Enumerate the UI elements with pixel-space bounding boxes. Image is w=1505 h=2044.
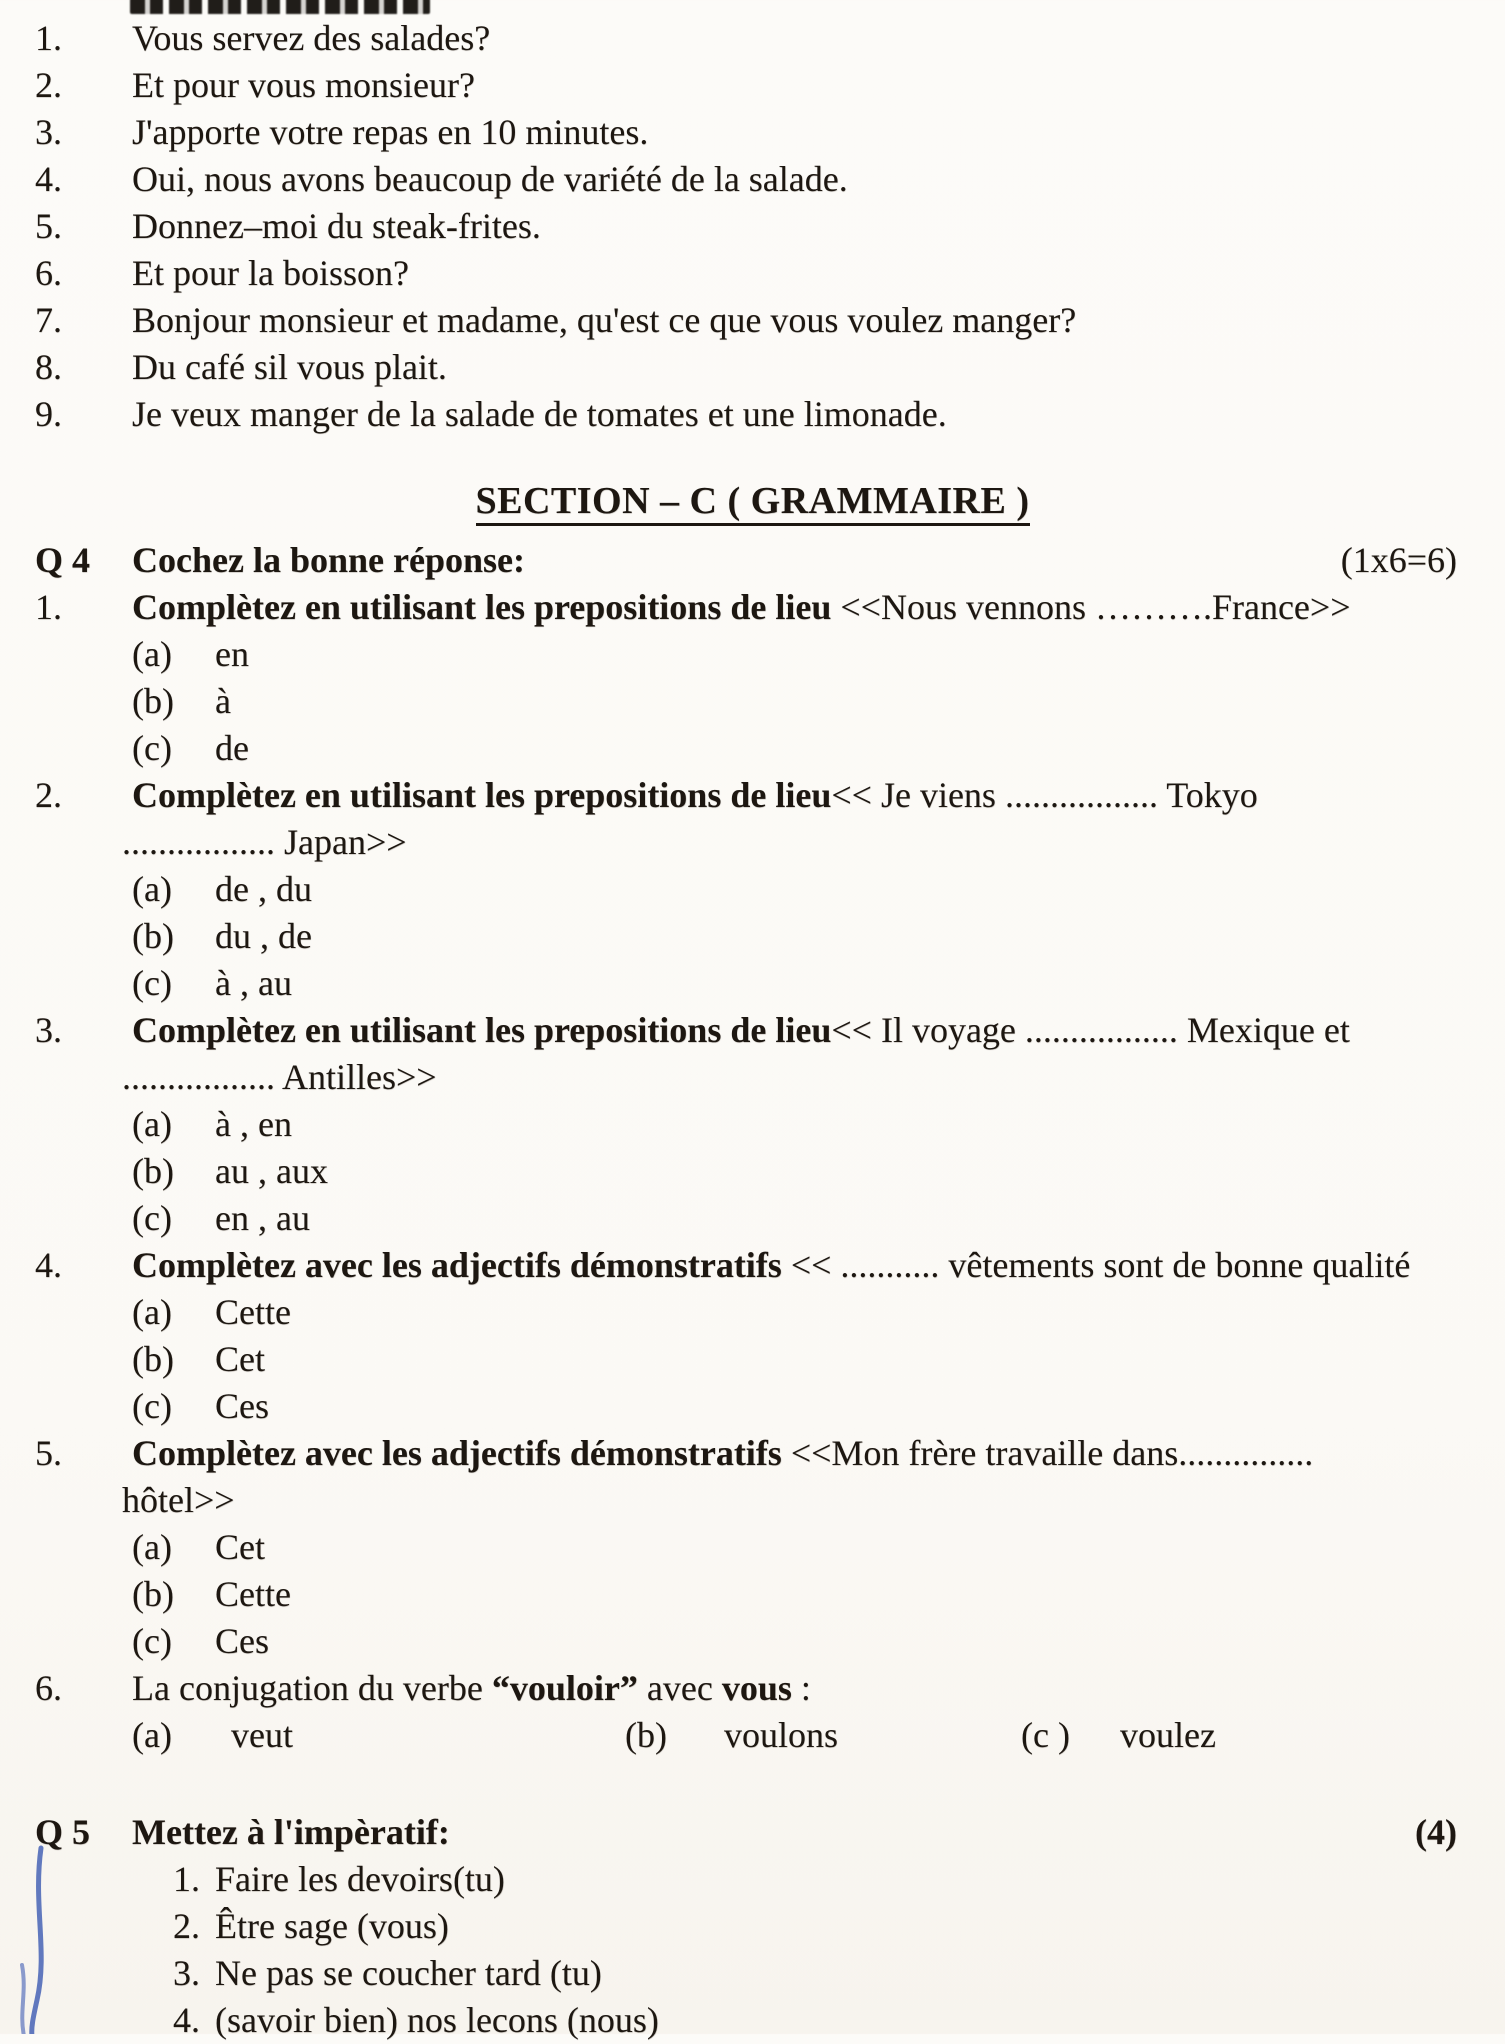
option-row <box>0 678 1505 725</box>
question-stem-row <box>0 1242 1505 1289</box>
q5-label: Q 5 <box>35 1812 91 1852</box>
dialogue-list <box>0 0 1505 438</box>
option-row <box>0 1618 1505 1665</box>
list-item <box>0 1903 1505 1950</box>
option-row <box>0 1148 1505 1195</box>
option-key: (a) <box>132 869 172 909</box>
dialogue-text: Bonjour monsieur et madame, qu'est ce que vous voulez manger? <box>132 300 1077 340</box>
question-number: 1. <box>35 587 62 627</box>
question-item <box>0 772 1505 1007</box>
option-key: (b) <box>132 1574 174 1614</box>
dialogue-text: Et pour vous monsieur? <box>132 65 475 105</box>
option-key: (b) <box>132 916 174 956</box>
option-inline <box>625 1712 1021 1759</box>
question-stem: Complètez en utilisant les prepositions de lieu <<Nous vennons ……….France>> <box>132 587 1351 627</box>
option-text: Cette <box>215 1574 291 1614</box>
dialogue-number: 5. <box>35 206 62 246</box>
option-text: en <box>215 634 249 674</box>
option-text: à <box>215 681 231 721</box>
list-item-text: Être sage (vous) <box>215 1906 449 1946</box>
list-item-number: 3. <box>173 1953 200 1993</box>
option-row <box>0 913 1505 960</box>
section-heading: SECTION – C ( GRAMMAIRE ) <box>476 480 1030 526</box>
option-key: (a) <box>132 1527 172 1567</box>
question-stem: Complètez en utilisant les prepositions de lieu<< Je viens ................. Tokyo <box>132 775 1258 815</box>
dialogue-number: 2. <box>35 65 62 105</box>
option-row <box>0 631 1505 678</box>
q4-marks: (1x6=6) <box>1340 540 1457 580</box>
dialogue-number: 3. <box>35 112 62 152</box>
option-row <box>0 1571 1505 1618</box>
dialogue-item <box>0 62 1505 109</box>
q4-label: Q 4 <box>35 540 91 580</box>
dialogue-text: Oui, nous avons beaucoup de variété de la salade. <box>132 159 848 199</box>
question-item <box>0 584 1505 772</box>
dialogue-number: 4. <box>35 159 62 199</box>
option-key: (c ) <box>1021 1715 1070 1755</box>
question-item <box>0 1430 1505 1665</box>
question-stem-row <box>0 1430 1505 1477</box>
option-key: (a) <box>132 634 172 674</box>
option-text: de <box>215 728 249 768</box>
dialogue-item <box>0 156 1505 203</box>
dialogue-item <box>0 297 1505 344</box>
option-text: à , en <box>215 1104 292 1144</box>
option-row <box>0 1524 1505 1571</box>
option-text: Ces <box>215 1621 269 1661</box>
dialogue-item <box>0 109 1505 156</box>
option-text: de , du <box>215 869 312 909</box>
q5-marks: (4) <box>1415 1812 1457 1852</box>
option-text: en , au <box>215 1198 310 1238</box>
list-item-number: 2. <box>173 1906 200 1946</box>
dialogue-text: Du café sil vous plait. <box>132 347 447 387</box>
q5-list <box>0 1856 1505 2044</box>
question-stem-row <box>0 584 1505 631</box>
dialogue-item <box>0 250 1505 297</box>
dialogue-number: 9. <box>35 394 62 434</box>
list-item-text: Ne pas se coucher tard (tu) <box>215 1953 602 1993</box>
dialogue-item <box>0 203 1505 250</box>
option-row <box>0 960 1505 1007</box>
question-stem-row <box>0 1665 1505 1712</box>
list-item-text: Faire les devoirs(tu) <box>215 1859 505 1899</box>
option-key: (c) <box>132 728 172 768</box>
option-text: Cet <box>215 1339 265 1379</box>
dialogue-item <box>0 15 1505 62</box>
q5-title: Mettez à l'impèratif: <box>132 1812 450 1852</box>
question-stem: Complètez avec les adjectifs démonstratifs <<Mon frère travaille dans............... <box>132 1433 1314 1473</box>
question-stem-line2: hôtel>> <box>122 1480 235 1520</box>
question-stem: Complètez avec les adjectifs démonstratifs << ........... vêtements sont de bonne qualité <box>132 1245 1411 1285</box>
question-stem-line2: ................. Antilles>> <box>122 1057 437 1097</box>
option-key: (b) <box>625 1715 667 1755</box>
option-text: voulons <box>724 1715 839 1755</box>
list-item-number: 1. <box>173 1859 200 1899</box>
list-item <box>0 1997 1505 2044</box>
option-key: (b) <box>132 1151 174 1191</box>
q4-title: Cochez la bonne réponse: <box>132 540 525 580</box>
dialogue-number: 7. <box>35 300 62 340</box>
question-item <box>0 1665 1505 1759</box>
inline-options-row <box>0 1712 1505 1759</box>
option-text: au , aux <box>215 1151 328 1191</box>
question-stem: La conjugation du verbe “vouloir” avec vous : <box>132 1668 811 1708</box>
option-key: (a) <box>132 1715 172 1755</box>
question-stem-row <box>0 1007 1505 1054</box>
option-text: Ces <box>215 1386 269 1426</box>
question-number: 3. <box>35 1010 62 1050</box>
question-item <box>0 1242 1505 1430</box>
dialogue-number: 6. <box>35 253 62 293</box>
option-row <box>0 1336 1505 1383</box>
option-key: (a) <box>132 1292 172 1332</box>
dialogue-item <box>0 344 1505 391</box>
option-key: (b) <box>132 681 174 721</box>
dialogue-text: Vous servez des salades? <box>132 18 491 58</box>
question-number: 4. <box>35 1245 62 1285</box>
list-item <box>0 1856 1505 1903</box>
option-row <box>0 1195 1505 1242</box>
option-row <box>0 1383 1505 1430</box>
option-inline <box>1021 1712 1216 1759</box>
question-item <box>0 1007 1505 1242</box>
option-inline <box>132 1712 625 1759</box>
option-key: (b) <box>132 1339 174 1379</box>
dialogue-item <box>0 391 1505 438</box>
option-text: du , de <box>215 916 312 956</box>
section-heading-row <box>0 478 1505 525</box>
option-key: (c) <box>132 1621 172 1661</box>
question-stem-row <box>0 772 1505 819</box>
dialogue-text: Je veux manger de la salade de tomates et une limonade. <box>132 394 947 434</box>
dialogue-text: J'apporte votre repas en 10 minutes. <box>132 112 649 152</box>
question-number: 6. <box>35 1668 62 1708</box>
question-stem: Complètez en utilisant les prepositions de lieu<< Il voyage ................. Mexique et <box>132 1010 1350 1050</box>
q4-header <box>0 537 1505 584</box>
dialogue-text: Et pour la boisson? <box>132 253 409 293</box>
option-text: à , au <box>215 963 292 1003</box>
dialogue-text: Donnez–moi du steak-frites. <box>132 206 541 246</box>
option-row <box>0 1101 1505 1148</box>
option-row <box>0 866 1505 913</box>
option-text: voulez <box>1120 1715 1216 1755</box>
option-text: Cette <box>215 1292 291 1332</box>
dialogue-number: 8. <box>35 347 62 387</box>
list-item-text: (savoir bien) nos lecons (nous) <box>215 2000 659 2040</box>
question-stem-line2: ................. Japan>> <box>122 822 407 862</box>
option-row <box>0 1289 1505 1336</box>
option-key: (c) <box>132 963 172 1003</box>
cutoff-heading-artifact <box>130 0 430 14</box>
q5-header <box>0 1809 1505 1856</box>
list-item-number: 4. <box>173 2000 200 2040</box>
option-text: veut <box>231 1715 293 1755</box>
question-number: 2. <box>35 775 62 815</box>
option-key: (c) <box>132 1386 172 1426</box>
dialogue-number: 1. <box>35 18 62 58</box>
option-text: Cet <box>215 1527 265 1567</box>
question-number: 5. <box>35 1433 62 1473</box>
option-row <box>0 725 1505 772</box>
list-item <box>0 1950 1505 1997</box>
option-key: (a) <box>132 1104 172 1144</box>
option-key: (c) <box>132 1198 172 1238</box>
